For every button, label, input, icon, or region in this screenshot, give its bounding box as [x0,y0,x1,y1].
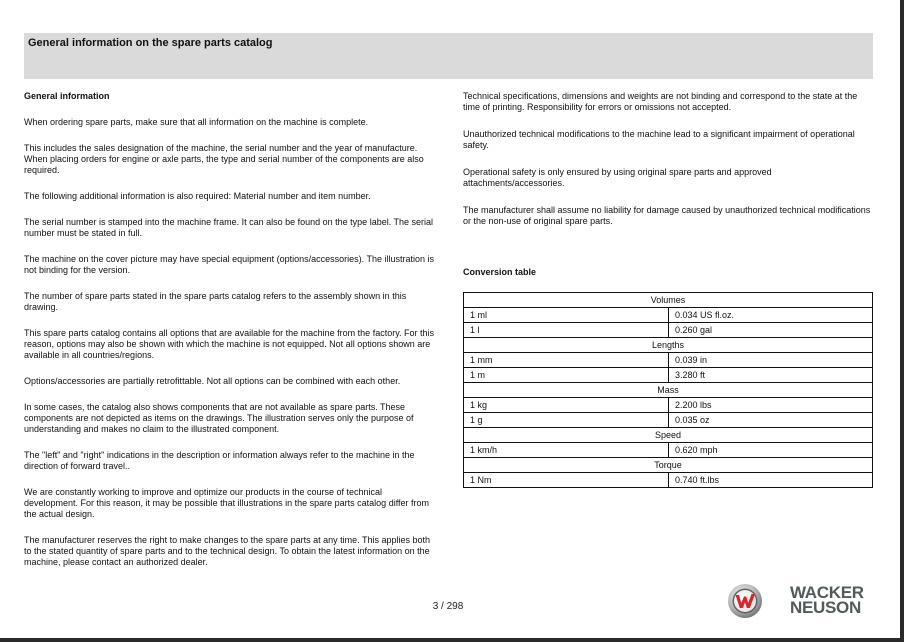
value-cell: 0.620 mph [669,443,873,458]
value-cell: 0.260 gal [669,323,873,338]
table-row [464,308,873,323]
paragraph: Operational safety is only ensured by using original spare parts and approved attachments/accessories. [463,167,772,188]
conversion-table [463,292,873,488]
paragraph: The manufacturer reserves the right to make changes to the spare parts at any time. This applies both to the stated quantity of spare parts and to the technical design. To obtain the latest information on the machine, please contact an authorized dealer. [24,535,431,567]
paragraph: This spare parts catalog contains all options that are available for the machine from the factory. For this reason, options may also be shown with which the machine is not equipped. Not all options shown are available in all countries/regions. [24,328,435,360]
paragraph: The number of spare parts stated in the spare parts catalog refers to the assembly shown in this drawing. [24,291,407,312]
unit-cell: 1 ml [464,308,669,323]
paragraph: The "left" and "right" indications in the description or information always refer to the machine in the direction of forward travel.. [24,450,415,471]
table-row [464,368,873,383]
category-cell: Lengths [464,338,873,353]
wacker-neuson-logo [790,585,864,615]
section-heading-general-information: General information [24,91,110,101]
table-row [464,473,873,488]
paragraph: The manufacturer shall assume no liability for damage caused by unauthorized technical modifications or the non-use of original spare parts. [463,205,871,226]
unit-cell: 1 m [464,368,669,383]
unit-cell: 1 g [464,413,669,428]
table-category-row [464,338,873,353]
conversion-table-heading: Conversion table [463,267,537,277]
paragraph: The machine on the cover picture may have special equipment (options/accessories). The illustration is not binding for the version. [24,254,435,275]
paragraph: When ordering spare parts, make sure that all information on the machine is complete. [24,117,369,127]
paragraph: We are constantly working to improve and optimize our products in the course of technical development. For this reason, it may be possible that illustrations in the spare parts catalog differ from the actual design. [24,487,430,519]
category-cell: Mass [464,383,873,398]
table-category-row [464,293,873,308]
table-category-row [464,428,873,443]
page-number: 3 / 298 [432,601,464,612]
value-cell: 0.039 in [669,353,873,368]
table-row [464,323,873,338]
table-row [464,413,873,428]
paragraph: The following additional information is also required: Material number and item number. [24,191,371,201]
paragraph: Technical specifications, dimensions and weights are not binding and correspond to the state at the time of printing. Responsibility for errors or omissions not accepted. [463,91,858,112]
left-column [24,91,436,583]
paragraph: In some cases, the catalog also shows components that are not available as spare parts. These components are not depicted as items on the drawings. The illustration serves only the purpose of understanding and makes no claim to the illustrated component. [24,402,414,434]
value-cell: 0.740 ft.lbs [669,473,873,488]
value-cell: 0.034 US fl.oz. [669,308,873,323]
value-cell: 3.280 ft [669,368,873,383]
unit-cell: 1 Nm [464,473,669,488]
category-cell: Torque [464,458,873,473]
value-cell: 0.035 oz [669,413,873,428]
paragraph: The serial number is stamped into the machine frame. It can also be found on the type label. The serial number must be stated in full. [24,217,434,238]
table-row [464,353,873,368]
table-category-row [464,383,873,398]
right-column [463,91,875,243]
wacker-neuson-emblem-icon [727,583,763,619]
unit-cell: 1 km/h [464,443,669,458]
page-title: General information on the spare parts catalog [28,37,273,49]
category-cell: Volumes [464,293,873,308]
value-cell: 2.200 lbs [669,398,873,413]
table-category-row [464,458,873,473]
unit-cell: 1 mm [464,353,669,368]
paragraph: This includes the sales designation of the machine, the serial number and the year of manufacture. When placing orders for engine or axle parts, the type and serial number of the components are also required. [24,143,424,175]
table-row [464,398,873,413]
unit-cell: 1 l [464,323,669,338]
category-cell: Speed [464,428,873,443]
page-header-band [24,33,873,79]
logo-line-2: NEUSON [790,598,861,617]
paragraph: Unauthorized technical modifications to the machine lead to a significant impairment of operational safety. [463,129,855,150]
unit-cell: 1 kg [464,398,669,413]
logo-line-1: WACKER [790,583,864,602]
table-row [464,443,873,458]
paragraph: Options/accessories are partially retrofittable. Not all options can be combined with each other. [24,376,401,386]
